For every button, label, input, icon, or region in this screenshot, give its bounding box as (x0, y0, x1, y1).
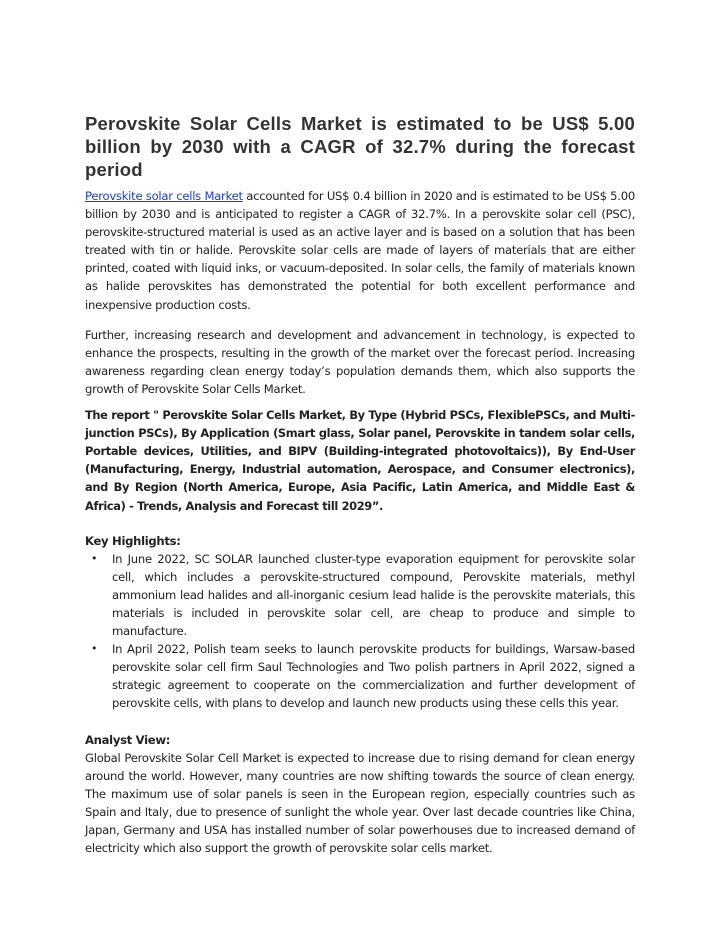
highlights-list (85, 550, 635, 713)
highlight-text: In April 2022, Polish team seeks to launch perovskite products for buildings, Warsaw-based perovskite solar cell firm Saul Technologies and Two polish partners in April 2022, signed a strategic agreement to cooperate on the commercialization and further development of perovskite cells, with plans to develop and launch new products using these cells this year. (112, 642, 635, 711)
analyst-paragraph: Global Perovskite Solar Cell Market is expected to increase due to rising demand for clean energy around the world. However, many countries are now shifting towards the source of clean energy. The maximum use of solar panels is seen in the European region, especially countries such as Spain and Italy, due to presence of sunlight the whole year. Over last decade countries like China, Japan, Germany and USA has installed number of solar powerhouses due to increased demand of electricity which also support the growth of perovskite solar cells market. (85, 750, 635, 856)
report-paragraph: The report " Perovskite Solar Cells Market, By Type (Hybrid PSCs, FlexiblePSCs, and Multi-junction PSCs), By Application (Smart glass, Solar panel, Perovskite in tandem solar cells, Portable devices, Utilities, and BIPV (Building-integrated photovoltaics)), By End-User (Manufacturing, Energy, Industrial automation, Aerospace, and Consumer electronics), and By Region (North America, Europe, Asia Pacific, Latin America, and Middle East & Africa) - Trends, Analysis and Forecast till 2029”. (85, 408, 635, 513)
page-title: Perovskite Solar Cells Market is estimated to be US$ 5.00 billion by 2030 with a CAGR of 32.7% during the forecast period (85, 113, 635, 180)
key-highlights-heading: Key Highlights: (85, 533, 181, 548)
bullet-icon: • (91, 642, 98, 656)
list-item (85, 550, 635, 640)
list-item (85, 640, 635, 712)
intro-paragraph (85, 187, 635, 314)
analyst-view-heading: Analyst View: (85, 732, 171, 747)
market-link[interactable]: Perovskite solar cells Market (85, 189, 243, 203)
bullet-icon: • (91, 551, 98, 565)
highlight-text: In June 2022, SC SOLAR launched cluster-type evaporation equipment for perovskite solar cell, which includes a perovskite-structured compound, Perovskite materials, methyl ammonium lead halides and all-inorganic cesium lead halide is the perovskite materials, this materials is included in perovskite solar cell, are cheap to produce and simple to manufacture. (112, 551, 635, 639)
document-page (85, 112, 635, 857)
intro-text: accounted for US$ 0.4 billion in 2020 and is estimated to be US$ 5.00 billion by 2030 and is anticipated to register a CAGR of 32.7%. In a perovskite solar cell (PSC), perovskite-structured material is used as an active layer and is based on a solution that has been treated with tin or halide. Perovskite solar cells are made of layers of materials that are either printed, coated with liquid inks, or vacuum-deposited. In solar cells, the family of materials known as halide perovskites has demonstrated the potential for both excellent performance and inexpensive production costs. (85, 189, 635, 312)
growth-paragraph: Further, increasing research and development and advancement in technology, is expected to enhance the prospects, resulting in the growth of the market over the forecast period. Increasing awareness regarding clean energy today’s population demands them, which also supports the growth of Perovskite Solar Cells Market. (85, 327, 635, 396)
